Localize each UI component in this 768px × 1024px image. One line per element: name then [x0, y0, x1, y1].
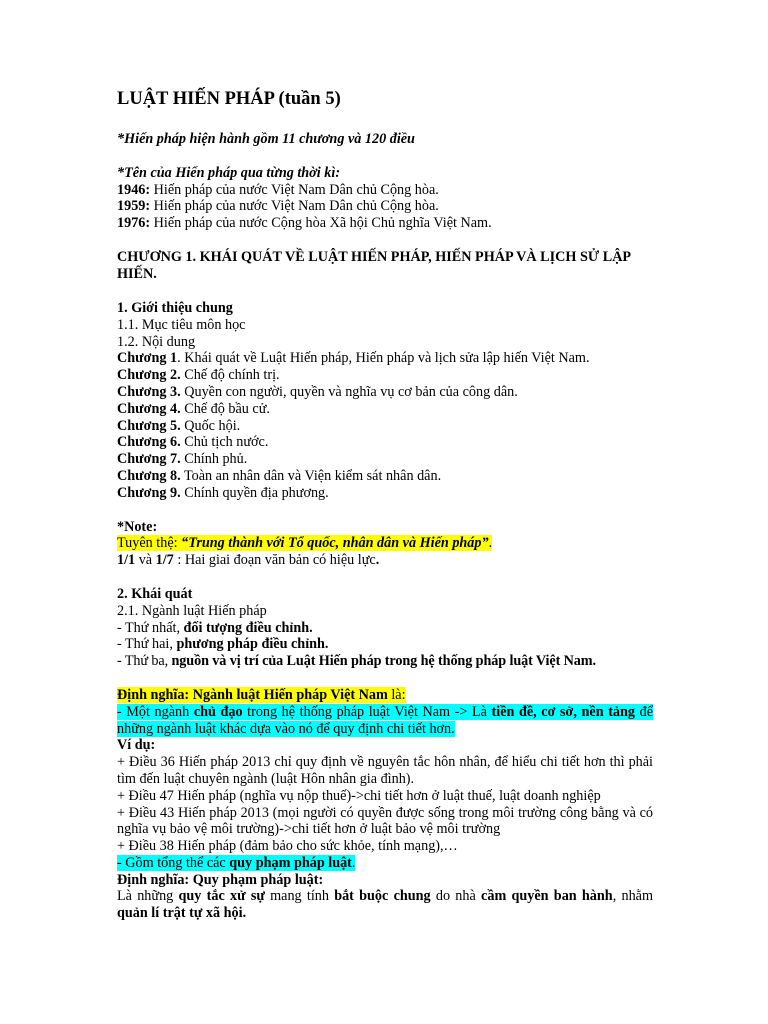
subsection: 1.2. Nội dung — [117, 333, 196, 350]
chapter-item: Chương 3. Quyền con người, quyền và nghĩa vụ cơ bản của công dân. — [117, 383, 518, 400]
list-item: - Thứ ba, nguồn và vị trí của Luật Hiến pháp trong hệ thống pháp luật Việt Nam. — [117, 653, 596, 670]
example-item: + Điều 38 Hiến pháp (đảm bảo cho sức khỏe, tính mạng),… — [117, 838, 458, 855]
effective-dates-line: 1/1 và 1/7 : Hai giai đoạn văn bản có hiệu lực. — [117, 552, 380, 569]
list-item: - Thứ nhất, đối tượng điều chỉnh. — [117, 619, 313, 636]
chapter-heading: CHƯƠNG 1. KHÁI QUÁT VỀ LUẬT HIẾN PHÁP, HIẾN PHÁP VÀ LỊCH SỬ LẬP HIẾN. — [117, 248, 631, 282]
intro-note: *Hiến pháp hiện hành gồm 11 chương và 120 điều — [117, 131, 415, 147]
example-item: + Điều 47 Hiến pháp (nghĩa vụ nộp thuế)->chi tiết hơn ở luật thuế, luật doanh nghiệp — [117, 787, 601, 804]
note-heading: *Note: — [117, 518, 158, 535]
definition-paragraph: - Gồm tổng thể các quy phạm pháp luật. — [117, 854, 356, 871]
constitution-item: 1946: Hiến pháp của nước Việt Nam Dân chủ Cộng hòa. — [117, 181, 439, 198]
section-heading: 1. Giới thiệu chung — [117, 299, 233, 316]
chapter-item: Chương 5. Quốc hội. — [117, 417, 241, 434]
oath-line: Tuyên thệ: “Trung thành với Tổ quốc, nhân dân và Hiến pháp”. — [117, 535, 493, 552]
chapter-item: Chương 9. Chính quyền địa phương. — [117, 484, 329, 501]
example-item: + Điều 36 Hiến pháp 2013 chỉ quy định về nguyên tắc hôn nhân, để hiểu chi tiết hơn thì phải tìm đến luật chuyên ngành (luật Hôn nhân gia đình). — [117, 754, 653, 787]
section-heading: 2. Khái quát — [117, 585, 193, 602]
subsection: 2.1. Ngành luật Hiến pháp — [117, 602, 267, 619]
constitution-item: 1959: Hiến pháp của nước Việt Nam Dân chủ Cộng hòa. — [117, 198, 439, 215]
norm-heading: Định nghĩa: Quy phạm pháp luật: — [117, 871, 324, 888]
chapter-item: Chương 8. Toàn an nhân dân và Viện kiểm sát nhân dân. — [117, 467, 442, 484]
definition-paragraph: - Một ngành chủ đạo trong hệ thống pháp luật Việt Nam -> Là tiền đề, cơ sở, nền tảng để những ngành luật khác dựa vào nó để quy định chi tiết hơn. — [117, 703, 653, 737]
chapter-item: Chương 6. Chủ tịch nước. — [117, 434, 269, 451]
document-title: LUẬT HIẾN PHÁP (tuần 5) — [117, 89, 341, 109]
chapter-item: Chương 1. Khái quát về Luật Hiến pháp, Hiến pháp và lịch sửa lập hiến Việt Nam. — [117, 350, 590, 367]
constitutions-heading: *Tên của Hiến pháp qua từng thời kì: — [117, 164, 341, 181]
chapter-item: Chương 2. Chế độ chính trị. — [117, 367, 280, 384]
chapter-item: Chương 7. Chính phủ. — [117, 451, 248, 468]
example-item: + Điều 43 Hiến pháp 2013 (mọi người có quyền được sống trong môi trường công bằng và có nghĩa vụ bảo vệ môi trường)->chi tiết hơn ở luật bảo vệ môi trường — [117, 804, 653, 838]
norm-paragraph: Là những quy tắc xử sự mang tính bắt buộc chung do nhà cầm quyền ban hành, nhằm quản lí trật tự xã hội. — [117, 888, 653, 922]
constitution-item: 1976: Hiến pháp của nước Cộng hòa Xã hội Chủ nghĩa Việt Nam. — [117, 215, 492, 232]
list-item: - Thứ hai, phương pháp điều chỉnh. — [117, 636, 329, 653]
chapter-item: Chương 4. Chế độ bầu cử. — [117, 400, 270, 417]
subsection: 1.1. Mục tiêu môn học — [117, 316, 246, 333]
document-page — [117, 88, 653, 922]
definition-heading: Định nghĩa: Ngành luật Hiến pháp Việt Nam là: — [117, 686, 406, 703]
example-heading: Ví dụ: — [117, 737, 156, 754]
